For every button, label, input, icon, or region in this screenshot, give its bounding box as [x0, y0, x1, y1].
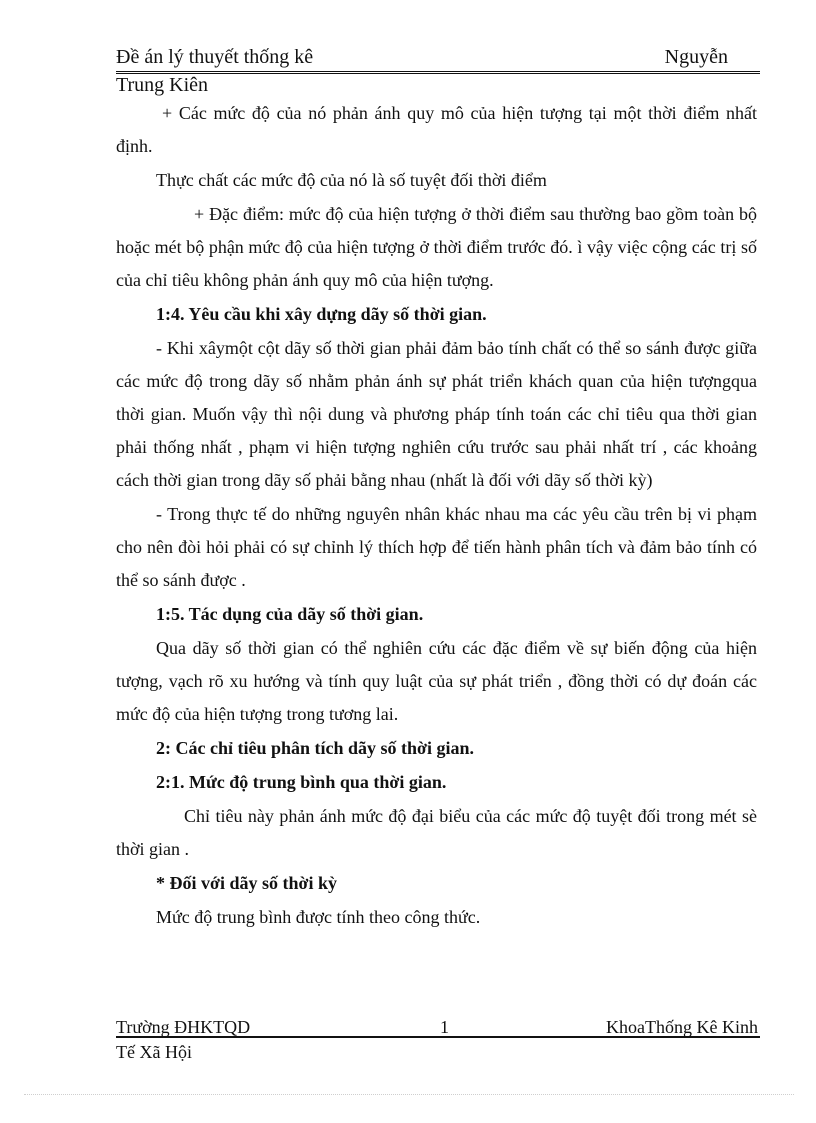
- section-heading-1-5: 1:5. Tác dụng của dãy số thời gian.: [156, 604, 424, 624]
- paragraph-indicator: Chỉ tiêu này phản ánh mức độ đại biểu của các mức độ tuyệt đối trong mét sè thời gian .: [116, 806, 757, 859]
- subheading-period-series: * Đối với dãy số thời kỳ: [156, 873, 337, 893]
- footer-school: Trường ĐHKTQD: [116, 1017, 251, 1037]
- footer-rule: [116, 1036, 760, 1038]
- paragraph-effects: Qua dãy số thời gian có thể nghiên cứu các đặc điểm về sự biến động của hiện tượng, vạch rõ xu hướng và tính quy luật của sự phát triển , đồng thời có dự đoán các mức độ của hiện tượng trong tương lai.: [116, 638, 757, 724]
- body-text: [116, 97, 757, 934]
- paragraph-essence: Thực chất các mức độ của nó là số tuyệt đối thời điểm: [156, 170, 547, 190]
- section-heading-1-4: 1:4. Yêu cầu khi xây dựng dãy số thời gian.: [156, 304, 487, 324]
- paragraph-formula-intro: Mức độ trung bình được tính theo công thức.: [156, 907, 481, 927]
- section-heading-2-1: 2:1. Mức độ trung bình qua thời gian.: [156, 772, 447, 792]
- footer-page-number: 1: [440, 1017, 449, 1037]
- footer-faculty: KhoaThống Kê Kinh: [606, 1017, 758, 1037]
- page-edge-divider: [24, 1094, 794, 1095]
- footer-faculty-continuation: Tế Xã Hội: [116, 1042, 192, 1062]
- paragraph-characteristics: + Đặc điểm: mức độ của hiện tượng ở thời điểm sau thường bao gồm toàn bộ hoặc mét bộ phận mức độ của hiện tượng ở thời điểm trước đó. ì vậy việc cộng các trị số của chỉ tiêu không phản ánh quy mô của hiện tượng.: [116, 204, 757, 290]
- paragraph-requirement-2: - Trong thực tế do những nguyên nhân khác nhau ma các yêu cầu trên bị vi phạm cho nên đòi hỏi phải có sự chỉnh lý thích hợp để tiến hành phân tích và đảm bảo tính có thể so sánh được .: [116, 504, 757, 590]
- section-heading-2: 2: Các chỉ tiêu phân tích dãy số thời gian.: [156, 738, 475, 758]
- header-rule: [116, 71, 760, 74]
- header-author-continuation: Trung Kiên: [116, 74, 209, 96]
- header-author: Nguyễn: [664, 46, 728, 68]
- header-title: Đề án lý thuyết thống kê: [116, 46, 314, 68]
- paragraph-requirement-1: - Khi xâymột cột dãy số thời gian phải đảm bảo tính chất có thể so sánh được giữa các mức độ trong dãy số nhằm phản ánh sự phát triển khách quan của hiện tượngqua thời gian. Muốn vậy thì nội dung và phương pháp tính toán các chỉ tiêu qua thời gian phải thống nhất , phạm vi hiện tượng nghiên cứu trước sau phải nhất trí , các khoảng cách thời gian trong dãy số phải bằng nhau (nhất là đối với dãy số thời kỳ): [116, 338, 757, 490]
- page-header: [116, 44, 760, 70]
- paragraph-point-definition: + Các mức độ của nó phản ánh quy mô của hiện tượng tại một thời điểm nhất định.: [116, 103, 757, 156]
